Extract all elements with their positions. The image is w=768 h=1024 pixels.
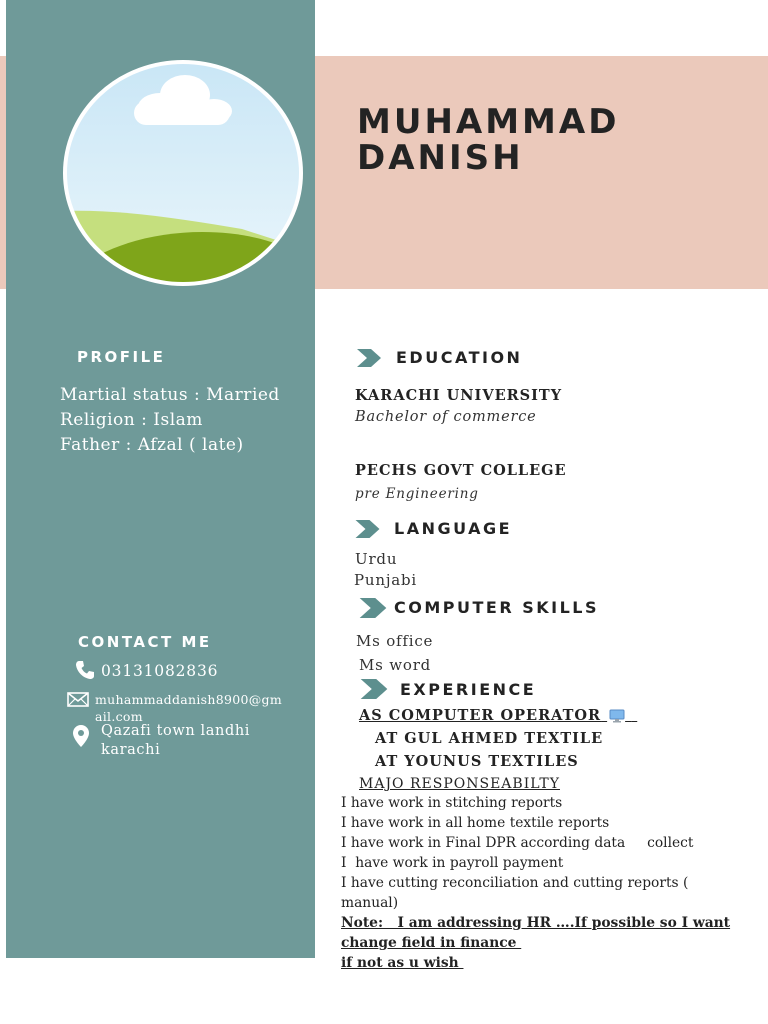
name-line-1: MUHAMMAD (357, 102, 620, 142)
education-heading: EDUCATION (396, 348, 523, 367)
note-line: change field in finance (341, 935, 522, 951)
language-chevron-icon (355, 520, 380, 538)
language-heading: LANGUAGE (394, 519, 513, 538)
note-line: if not as u wish (341, 955, 464, 971)
school-name: PECHS GOVT COLLEGE (355, 462, 567, 479)
contact-heading: CONTACT ME (78, 633, 212, 651)
email-line: ail.com (95, 709, 143, 724)
skills-heading: COMPUTER SKILLS (394, 598, 600, 617)
experience-heading: EXPERIENCE (400, 680, 537, 699)
profile-line: Martial status : Married (60, 385, 280, 405)
responsibility-list (341, 793, 731, 973)
candidate-name (357, 104, 619, 176)
name-line-2: DANISH (357, 138, 524, 178)
phone-icon (75, 660, 95, 680)
responsibility-line: I have work in all home textile reports (341, 815, 610, 831)
computer-monitor-icon (609, 709, 625, 723)
experience-chevron-icon (360, 679, 388, 699)
responsibility-line: I have work in Final DPR according data collect (341, 835, 694, 851)
avatar (62, 59, 304, 287)
language-item: Punjabi (354, 571, 418, 589)
email-icon (67, 692, 89, 707)
degree: pre Engineering (355, 486, 479, 502)
contact-address (101, 722, 250, 760)
responsibility-line: I have cutting reconciliation and cutting reports ( (341, 875, 689, 891)
profile-heading: PROFILE (77, 348, 166, 366)
contact-email (95, 691, 282, 725)
responsibility-line: I have work in stitching reports (341, 795, 563, 811)
location-pin-icon (72, 724, 90, 748)
responsibility-line: I have work in payroll payment (341, 855, 564, 871)
address-line: Qazafi town landhi (101, 723, 251, 739)
profile-line: Father : Afzal ( late) (60, 435, 244, 455)
degree: Bachelor of commerce (355, 409, 537, 425)
note-line: Note: I am addressing HR ….If possible so I want (341, 915, 731, 931)
skill-item: Ms word (359, 656, 432, 674)
language-item: Urdu (355, 550, 398, 568)
responsibility-line: manual) (341, 895, 399, 911)
company-name: AT GUL AHMED TEXTILE (375, 730, 604, 747)
school-name: KARACHI UNIVERSITY (355, 387, 563, 404)
education-chevron-icon (357, 349, 381, 367)
profile-line: Religion : Islam (60, 410, 203, 430)
profile-details (60, 383, 280, 458)
company-name: AT YOUNUS TEXTILES (375, 753, 579, 770)
address-line: karachi (101, 742, 161, 758)
skill-item: Ms office (356, 632, 434, 650)
responsibility-heading: MAJO RESPONSEABILTY (359, 776, 560, 792)
job-role (359, 707, 637, 724)
skills-chevron-icon (359, 598, 387, 618)
job-role-text: AS COMPUTER OPERATOR (359, 707, 602, 724)
contact-phone: 03131082836 (101, 662, 219, 680)
email-line: muhammaddanish8900@gm (95, 692, 283, 707)
